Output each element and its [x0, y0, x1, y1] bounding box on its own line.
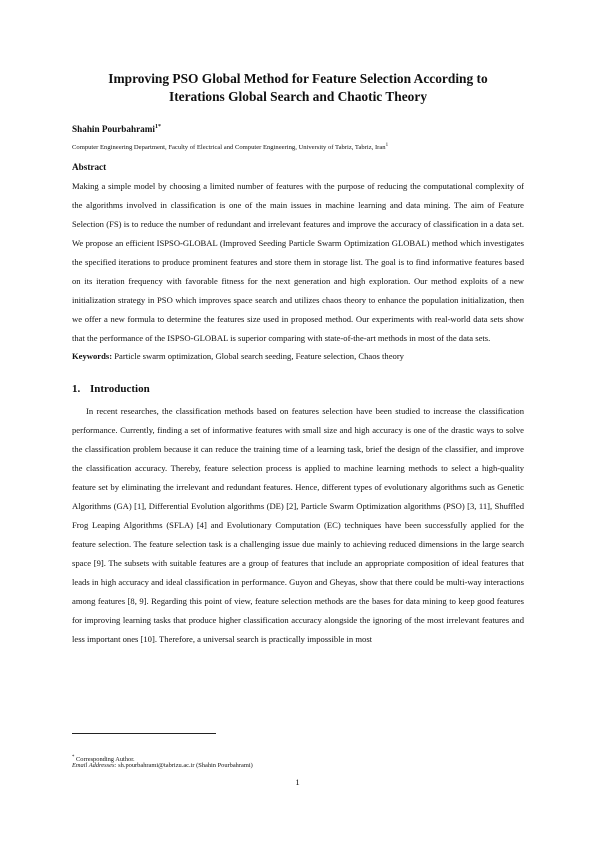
- keywords-text: Particle swarm optimization, Global search seeding, Feature selection, Chaos theory: [114, 351, 404, 362]
- author-superscript: 1*: [154, 124, 161, 130]
- title-line-1: Improving PSO Global Method for Feature Selection According to: [108, 71, 488, 86]
- footnote-email: [72, 762, 253, 770]
- page-number: 1: [295, 777, 300, 787]
- section-heading-introduction: [72, 383, 524, 395]
- section-title: Introduction: [90, 383, 150, 396]
- footnote-corresponding-text: Corresponding Author.: [76, 756, 135, 764]
- paper-page: [72, 70, 524, 649]
- abstract-heading: Abstract: [72, 162, 107, 173]
- abstract-body: Making a simple model by choosing a limited number of features with the purpose of reducing the computational complexity of the algorithms involved in classification is one of the main issues in machine learning and data mining. The aim of Feature Selection (FS) is to reduce the number of redundant and irrelevant features and improve the accuracy of classification in a data set. We propose an efficient ISPSO-GLOBAL (Improved Seeding Particle Swarm Optimization GLOBAL) method which investigates the specified iterations to produce prominent features and store them in storage list. The goal is to find informative features based on its iteration frequency with favorable fitness for the next generation and high exploration. Our method exploits of a new initialization strategy in PSO which improves space search and utilizes chaos theory to enhance the population initialization, then we offer a new formula to determine the features size used in proposed method. Our experiments with real-world data sets show that the performance of the ISPSO-GLOBAL is superior comparing with state-of-the-art methods in most of the data sets.: [72, 181, 524, 344]
- paper-title: [72, 70, 524, 106]
- keywords-line: [72, 351, 524, 361]
- author-line: [72, 124, 524, 134]
- introduction-body: In recent researches, the classification methods based on features selection have been studied to increase the classification performance. Currently, finding a set of informative features with small size and high accuracy is one of the drastic ways to solve the classification problem because it can reduce the training time of a learning task, brief the design of the classifier, and improve the classification accuracy. Thereby, feature selection process is applied to machine learning methods to select a high-quality feature set by eliminating the irrelevant and redundant features. Hence, different types of evolutionary algorithms such as Genetic Algorithms (GA) [1], Differential Evolution algorithms (DE) [2], Particle Swarm Optimization algorithms (PSO) [3, 11], Shuffled Frog Leaping Algorithms (SFLA) [4] and Evolutionary Computation (EC) techniques have been successfully applied for the feature selection. The feature selection task is a challenging issue due mainly to achieving reduced dimensions in the large search space [9]. The subsets with suitable features are a group of features that include an appropriate composition of ideal features that leads in high accuracy and ideal classification in performance. Guyon and Gheyas, show that there could be multi-way interactions among features [8, 9]. Regarding this point of view, feature selection methods are the bases for data mining to keep good features for improving learning tasks that produce higher classification accuracy alongside the ignoring of the most irrelevant features and less important ones [10]. Therefore, a universal search is practically impossible in most: [72, 406, 524, 645]
- affiliation: [72, 143, 524, 151]
- section-number: 1.: [72, 383, 81, 396]
- keywords-label: Keywords:: [72, 351, 113, 362]
- footnote-email-label: Email Addresses:: [72, 762, 117, 769]
- title-line-2: Iterations Global Search and Chaotic Theory: [168, 89, 428, 104]
- footnote-divider: [72, 733, 216, 734]
- author-name: Shahin Pourbahrami: [72, 124, 155, 135]
- footnote-email-text: sh.pourbahrami@tabrizu.ac.ir (Shahin Pourbahrami): [118, 762, 253, 769]
- affiliation-superscript: 1: [385, 143, 389, 149]
- footnote-marker: *: [72, 755, 75, 760]
- affiliation-text: Computer Engineering Department, Faculty of Electrical and Computer Engineering, University of Tabriz, Tabriz, Iran: [72, 144, 386, 152]
